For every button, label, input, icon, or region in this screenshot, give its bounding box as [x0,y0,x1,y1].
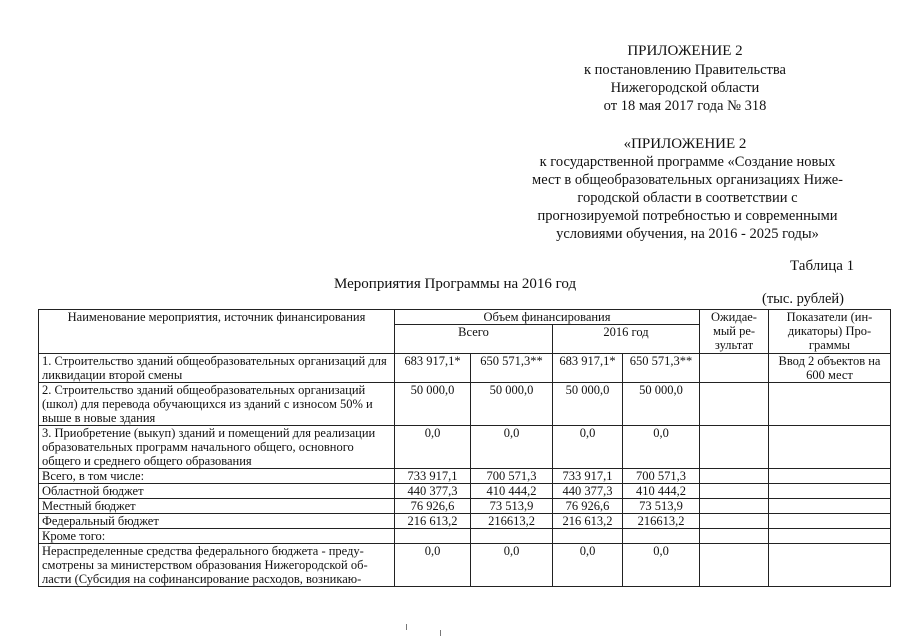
table-row [39,484,891,499]
cell-year-all [623,529,700,544]
cell-year-all: 0,0 [623,426,700,469]
cell-indicator [769,469,891,484]
cell-result [700,484,769,499]
cell-year-all: 410 444,2 [623,484,700,499]
cell-result [700,529,769,544]
cell-year-regional: 216 613,2 [553,514,623,529]
cell-result [700,426,769,469]
cell-year-regional: 683 917,1* [553,354,623,383]
header-expected: Ожидае-мый ре-зультат [700,310,769,354]
cell-total-all: 50 000,0 [471,383,553,426]
appendix-line: к государственной программе «Создание новых [539,154,836,170]
table-row [39,544,891,587]
cell-indicator [769,499,891,514]
cell-total-all: 650 571,3** [471,354,553,383]
scan-artifact [440,630,441,636]
table-row [39,514,891,529]
cell-indicator [769,529,891,544]
cell-total-regional: 216 613,2 [395,514,471,529]
header-funding: Объем финансирования [395,310,700,325]
row-name: 2. Строительство зданий общеобразовательных организаций (школ) для перевода обучающихся из зданий с износом 50% и выше в новые здания [39,383,395,426]
cell-total-all: 700 571,3 [471,469,553,484]
row-name: 3. Приобретение (выкуп) зданий и помещений для реализации образовательных программ начального общего, основного общего и среднего общего образования [39,426,395,469]
header-total: Всего [395,325,553,354]
cell-result [700,354,769,383]
row-name: Федеральный бюджет [39,514,395,529]
cell-total-all: 73 513,9 [471,499,553,514]
appendix-line: городской области в соответствии с [577,190,798,206]
row-name: Нераспределенные средства федерального бюджета - преду-смотрены за министерством образования Нижегородской об-ласти (Субсидия на софинансирование расходов, возникаю- [39,544,395,587]
cell-total-regional: 683 917,1* [395,354,471,383]
cell-year-all: 73 513,9 [623,499,700,514]
cell-year-all: 50 000,0 [623,383,700,426]
header-year: 2016 год [553,325,700,354]
cell-result [700,499,769,514]
cell-year-all: 0,0 [623,544,700,587]
appendix-line: прогнозируемой потребностью и современными [537,208,838,224]
appendix-line: мест в общеобразовательных организациях Ниже- [532,172,843,188]
cell-year-regional: 733 917,1 [553,469,623,484]
cell-result [700,383,769,426]
cell-year-regional: 0,0 [553,544,623,587]
appendix-line: «ПРИЛОЖЕНИЕ 2 [623,136,747,152]
table-row [39,354,891,383]
appendix-line: условиями обучения, на 2016 - 2025 годы» [556,226,819,242]
cell-result [700,544,769,587]
header-line: Нижегородской области [610,80,760,96]
cell-total-regional: 50 000,0 [395,383,471,426]
cell-result [700,514,769,529]
cell-total-all [471,529,553,544]
cell-total-all: 216613,2 [471,514,553,529]
cell-total-regional: 0,0 [395,544,471,587]
cell-year-regional: 50 000,0 [553,383,623,426]
cell-total-all: 0,0 [471,544,553,587]
units-label: (тыс. рублей) [762,291,844,307]
cell-year-all: 650 571,3** [623,354,700,383]
table-row [39,499,891,514]
cell-indicator [769,514,891,529]
table-caption: Мероприятия Программы на 2016 год [334,276,577,292]
table-header-row [39,310,891,325]
cell-year-all: 700 571,3 [623,469,700,484]
cell-year-regional: 440 377,3 [553,484,623,499]
row-name: 1. Строительство зданий общеобразовательных организаций для ликвидации второй смены [39,354,395,383]
header-name: Наименование мероприятия, источник финансирования [39,310,395,354]
header-line: к постановлению Правительства [584,62,786,78]
table-number: Таблица 1 [790,258,855,274]
cell-indicator [769,383,891,426]
cell-year-regional: 76 926,6 [553,499,623,514]
cell-indicator [769,544,891,587]
header-line: ПРИЛОЖЕНИЕ 2 [627,43,743,59]
cell-indicator [769,426,891,469]
cell-total-regional: 76 926,6 [395,499,471,514]
cell-total-all: 0,0 [471,426,553,469]
row-name: Всего, в том числе: [39,469,395,484]
cell-total-regional: 733 917,1 [395,469,471,484]
cell-indicator [769,484,891,499]
scan-artifact [406,624,407,630]
row-name: Областной бюджет [39,484,395,499]
program-measures-table [38,309,891,587]
table-row [39,383,891,426]
header-line: от 18 мая 2017 года № 318 [603,98,767,114]
table-row [39,529,891,544]
row-name: Местный бюджет [39,499,395,514]
cell-year-regional: 0,0 [553,426,623,469]
cell-total-regional: 0,0 [395,426,471,469]
table-row [39,469,891,484]
cell-year-regional [553,529,623,544]
cell-result [700,469,769,484]
row-name: Кроме того: [39,529,395,544]
cell-total-regional: 440 377,3 [395,484,471,499]
cell-total-all: 410 444,2 [471,484,553,499]
header-indicators: Показатели (ин-дикаторы) Про-граммы [769,310,891,354]
cell-year-all: 216613,2 [623,514,700,529]
table-row [39,426,891,469]
cell-total-regional [395,529,471,544]
cell-indicator: Ввод 2 объектов на 600 мест [769,354,891,383]
